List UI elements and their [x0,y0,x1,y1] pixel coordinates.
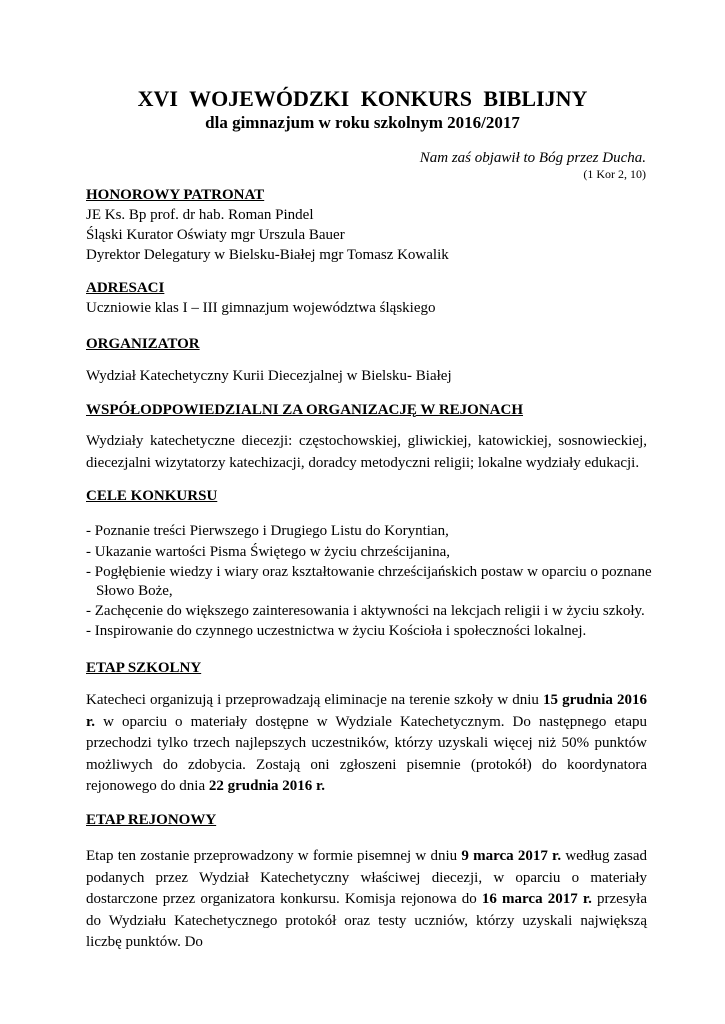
goal-list-item-continuation: Słowo Boże, [96,583,173,599]
patronat-line: JE Ks. Bp prof. dr hab. Roman Pindel [86,207,314,223]
etap-rejonowy-text: Etap ten zostanie przeprowadzony w formie pisemnej w dniu [86,848,462,864]
section-heading-etap-szkolny: ETAP SZKOLNY [86,660,202,676]
goal-list-item: - Ukazanie wartości Pisma Świętego w życiu chrześcijanina, [86,544,451,560]
etap-szkolny-date: 15 grudnia 2016 r. [86,692,647,730]
etap-rejonowy-paragraph [86,846,647,954]
goal-list-item: - Inspirowanie do czynnego uczestnictwa w życiu Kościoła i społeczności lokalnej. [86,623,587,639]
wspolodpowiedzialni-text: Wydziały katechetyczne diecezji: częstochowskiej, gliwickiej, katowickiej, sosnowieckiej, diecezjalni wizytatorzy katechizacji, doradcy metodyczni religii; lokalne wydziały edukacji. [86,433,647,471]
organizator-text: Wydział Katechetyczny Kurii Diecezjalnej w Bielsku- Białej [86,368,452,384]
section-heading-adresaci: ADRESACI [86,280,165,296]
etap-szkolny-text: Katecheci organizują i przeprowadzają eliminacje na terenie szkoły w dniu [86,692,543,708]
motto-reference: (1 Kor 2, 10) [583,167,646,181]
document-title: XVI WOJEWÓDZKI KONKURS BIBLIJNY [137,86,588,111]
etap-szkolny-text: w oparciu o materiały dostępne w Wydziale Katechetycznym. Do następnego etapu przechodzi tylko trzech najlepszych uczestników, którzy uzyskali więcej niż 50% punktów możliwych do zdobycia. Zostają oni zgłoszeni pisemnie (protokół) do koordynatora rejonowego do dnia [86,713,647,794]
goal-list-item: - Pogłębienie wiedzy i wiary oraz kształtowanie chrześcijańskich postaw w oparciu o poznane [86,564,652,580]
patronat-line: Śląski Kurator Oświaty mgr Urszula Bauer [86,227,345,243]
goal-list-item: - Poznanie treści Pierwszego i Drugiego Listu do Koryntian, [86,523,449,539]
etap-szkolny-deadline: 22 grudnia 2016 r. [208,778,326,794]
section-heading-patronat: HONOROWY PATRONAT [86,187,265,203]
document-subtitle: dla gimnazjum w roku szkolnym 2016/2017 [205,113,520,132]
section-heading-etap-rejonowy: ETAP REJONOWY [86,812,217,828]
etap-rejonowy-deadline: 16 marca 2017 r. [481,891,592,907]
etap-rejonowy-date: 9 marca 2017 r. [461,848,562,864]
etap-rejonowy-text: według zasad podanych przez Wydział Katechetyczny właściwej diecezji, w oparciu o materiały dostarczone przez organizatora konkursu. Komisja rejonowa do [86,848,647,907]
motto-quote: Nam zaś objawił to Bóg przez Ducha. [419,150,646,166]
section-heading-cele: CELE KONKURSU [86,488,218,504]
adresaci-text: Uczniowie klas I – III gimnazjum województwa śląskiego [86,300,436,316]
etap-szkolny-paragraph [86,690,647,798]
patronat-line: Dyrektor Delegatury w Bielsku-Białej mgr Tomasz Kowalik [86,247,449,263]
section-heading-organizator: ORGANIZATOR [86,336,200,352]
section-heading-wspolodpowiedzialni: WSPÓŁODPOWIEDZIALNI ZA ORGANIZACJĘ W REJONACH [86,402,524,418]
goal-list-item: - Zachęcenie do większego zainteresowania i aktywności na lekcjach religii i w życiu szkoły. [86,603,645,619]
etap-rejonowy-text: przesyła do Wydziału Katechetycznego protokół oraz testy uczniów, którzy uzyskali największą liczbę punktów. Do [86,891,647,950]
